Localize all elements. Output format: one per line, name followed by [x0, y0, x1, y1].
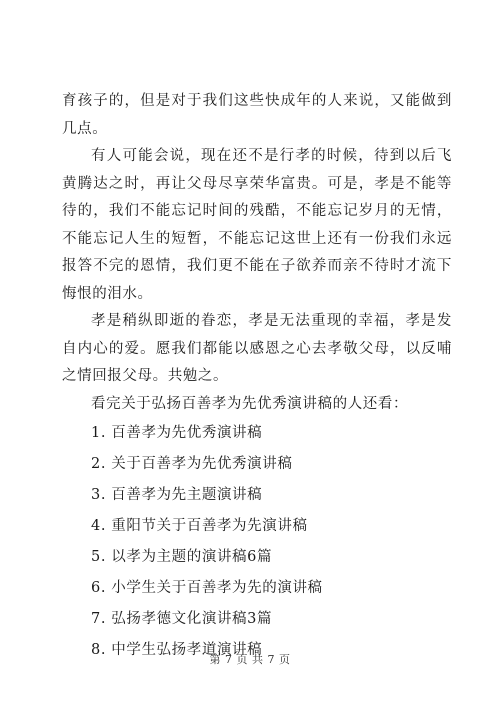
- related-reading-item[interactable]: 1. 百善孝为先优秀演讲稿: [91, 425, 263, 441]
- paragraph-filial-cannot-wait: 有人可能会说，现在还不是行孝的时候，待到以后飞黄腾达之时，再让父母尽享荣华富贵。可是，孝是不能等待的，我们不能忘记时间的残酷，不能忘记岁月的无情，不能忘记人生的短暂，不能忘记这世上还有一份我们永远报答不完的恩情，我们更不能在子欲养而亲不待时才流下悔恨的泪水。: [62, 148, 452, 302]
- page-number-footer: 第 7 页 共 7 页: [209, 653, 291, 666]
- related-reading-item[interactable]: 2. 关于百善孝为先优秀演讲稿: [91, 456, 293, 472]
- document-body: [62, 88, 452, 666]
- related-reading-item[interactable]: 6. 小学生关于百善孝为先的演讲稿: [91, 580, 323, 596]
- paragraph-continuation: 育孩子的，但是对于我们这些快成年的人来说，又能做到几点。: [62, 93, 452, 137]
- related-reading-item[interactable]: 8. 中学生弘扬孝道演讲稿: [91, 642, 263, 658]
- related-reading-list: [62, 418, 452, 666]
- related-reading-heading: 看完关于弘扬百善孝为先优秀演讲稿的人还看：: [91, 395, 409, 412]
- related-reading-item[interactable]: 4. 重阳节关于百善孝为先演讲稿: [91, 518, 308, 534]
- related-reading-item[interactable]: 5. 以孝为主题的演讲稿6篇: [91, 549, 273, 565]
- paragraph-conclusion: 孝是稍纵即逝的眷恋，孝是无法重现的幸福，孝是发自内心的爱。愿我们都能以感恩之心去孝敬父母，以反哺之情回报父母。共勉之。: [62, 313, 452, 384]
- related-reading-item[interactable]: 3. 百善孝为先主题演讲稿: [91, 487, 263, 503]
- related-reading-item[interactable]: 7. 弘扬孝德文化演讲稿3篇: [91, 611, 273, 627]
